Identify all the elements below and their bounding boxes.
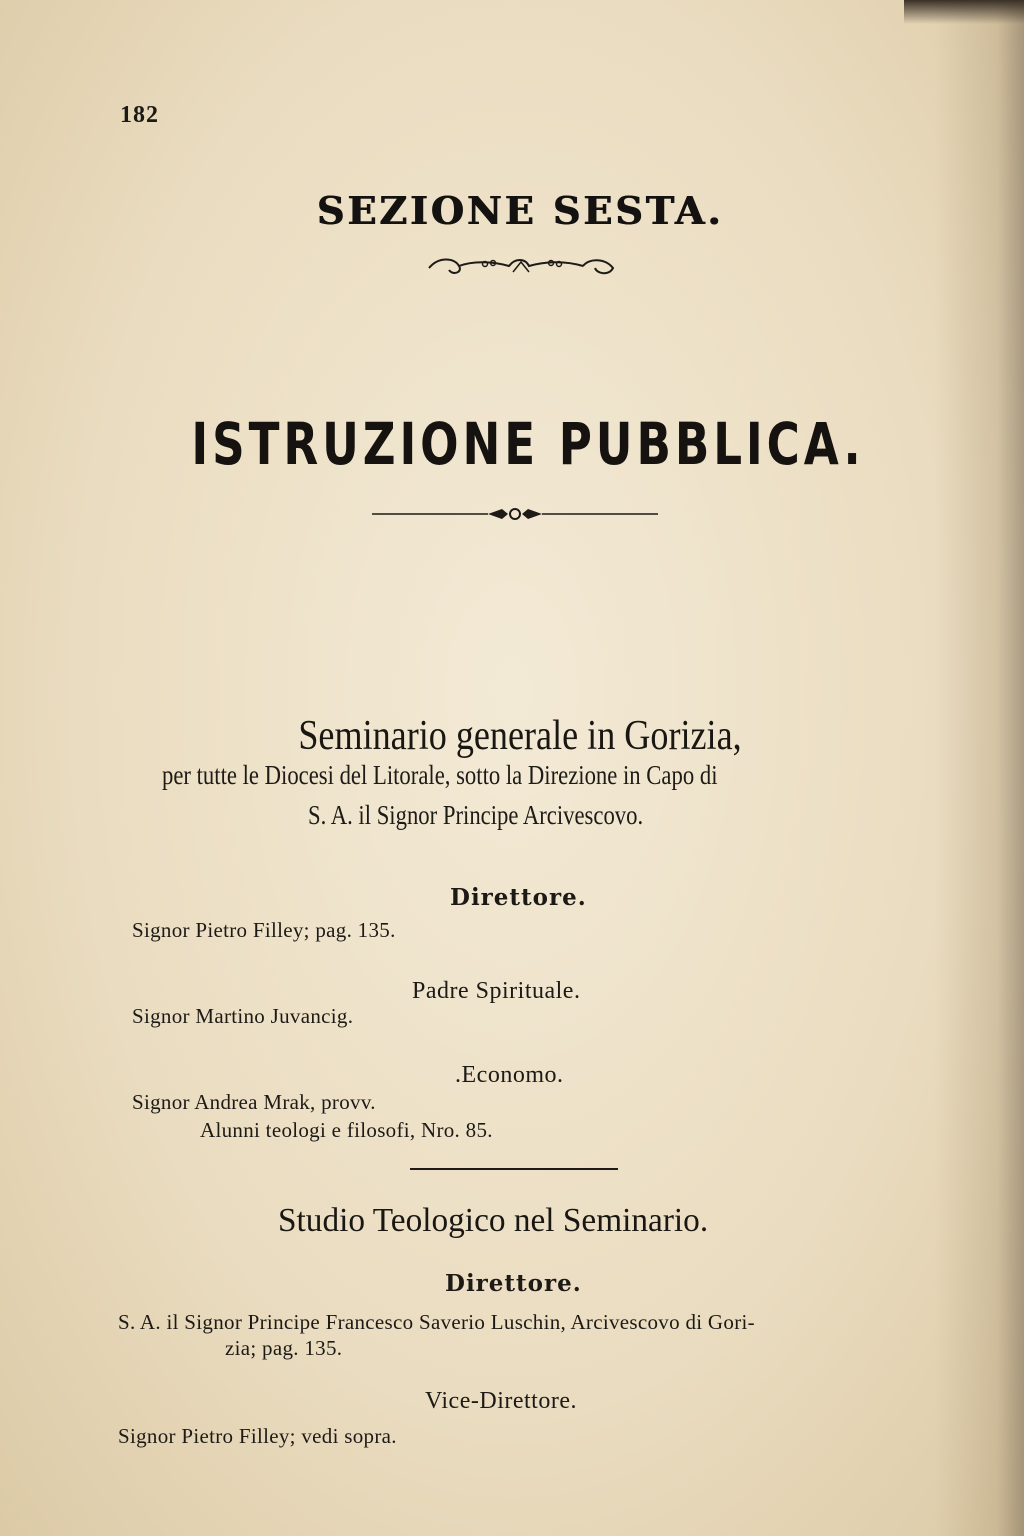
study-director-heading: Direttore.: [445, 1270, 582, 1297]
section-heading: SEZIONE SESTA.: [316, 188, 724, 233]
vice-director-name: Signor Pietro Filley; vedi sopra.: [118, 1424, 397, 1448]
seminary-director-heading: Direttore.: [450, 884, 587, 911]
study-director-line1: S. A. il Signor Principe Francesco Saverio Luschin, Arcivescovo di Gori-: [118, 1310, 755, 1334]
spiritual-father-name: Signor Martino Juvancig.: [132, 1004, 354, 1028]
econome-heading: .Economo.: [455, 1062, 564, 1088]
spiritual-father-heading: Padre Spirituale.: [412, 978, 581, 1004]
econome-name: Signor Andrea Mrak, provv.: [132, 1090, 376, 1114]
rule-ornament-icon: [370, 502, 660, 526]
seminary-director-name: Signor Pietro Filley; pag. 135.: [132, 918, 396, 942]
page-number: 182: [120, 102, 159, 128]
flourish-ornament-icon: [425, 250, 617, 280]
main-title: ISTRUZIONE PUBBLICA.: [191, 410, 865, 478]
vice-director-heading: Vice-Direttore.: [425, 1388, 577, 1414]
page-corner-shadow: [904, 0, 1024, 24]
section-divider: [410, 1168, 618, 1170]
students-count: Alunni teologi e filosofi, Nro. 85.: [200, 1118, 493, 1142]
study-director-line2: zia; pag. 135.: [225, 1336, 343, 1360]
seminary-title: Seminario generale in Gorizia,: [298, 713, 742, 759]
seminary-subtitle-line1: per tutte le Diocesi del Litorale, sotto la Direzione in Capo di: [162, 760, 718, 790]
study-title: Studio Teologico nel Seminario.: [278, 1202, 709, 1239]
seminary-subtitle-line2: S. A. il Signor Principe Arcivescovo.: [308, 800, 644, 830]
